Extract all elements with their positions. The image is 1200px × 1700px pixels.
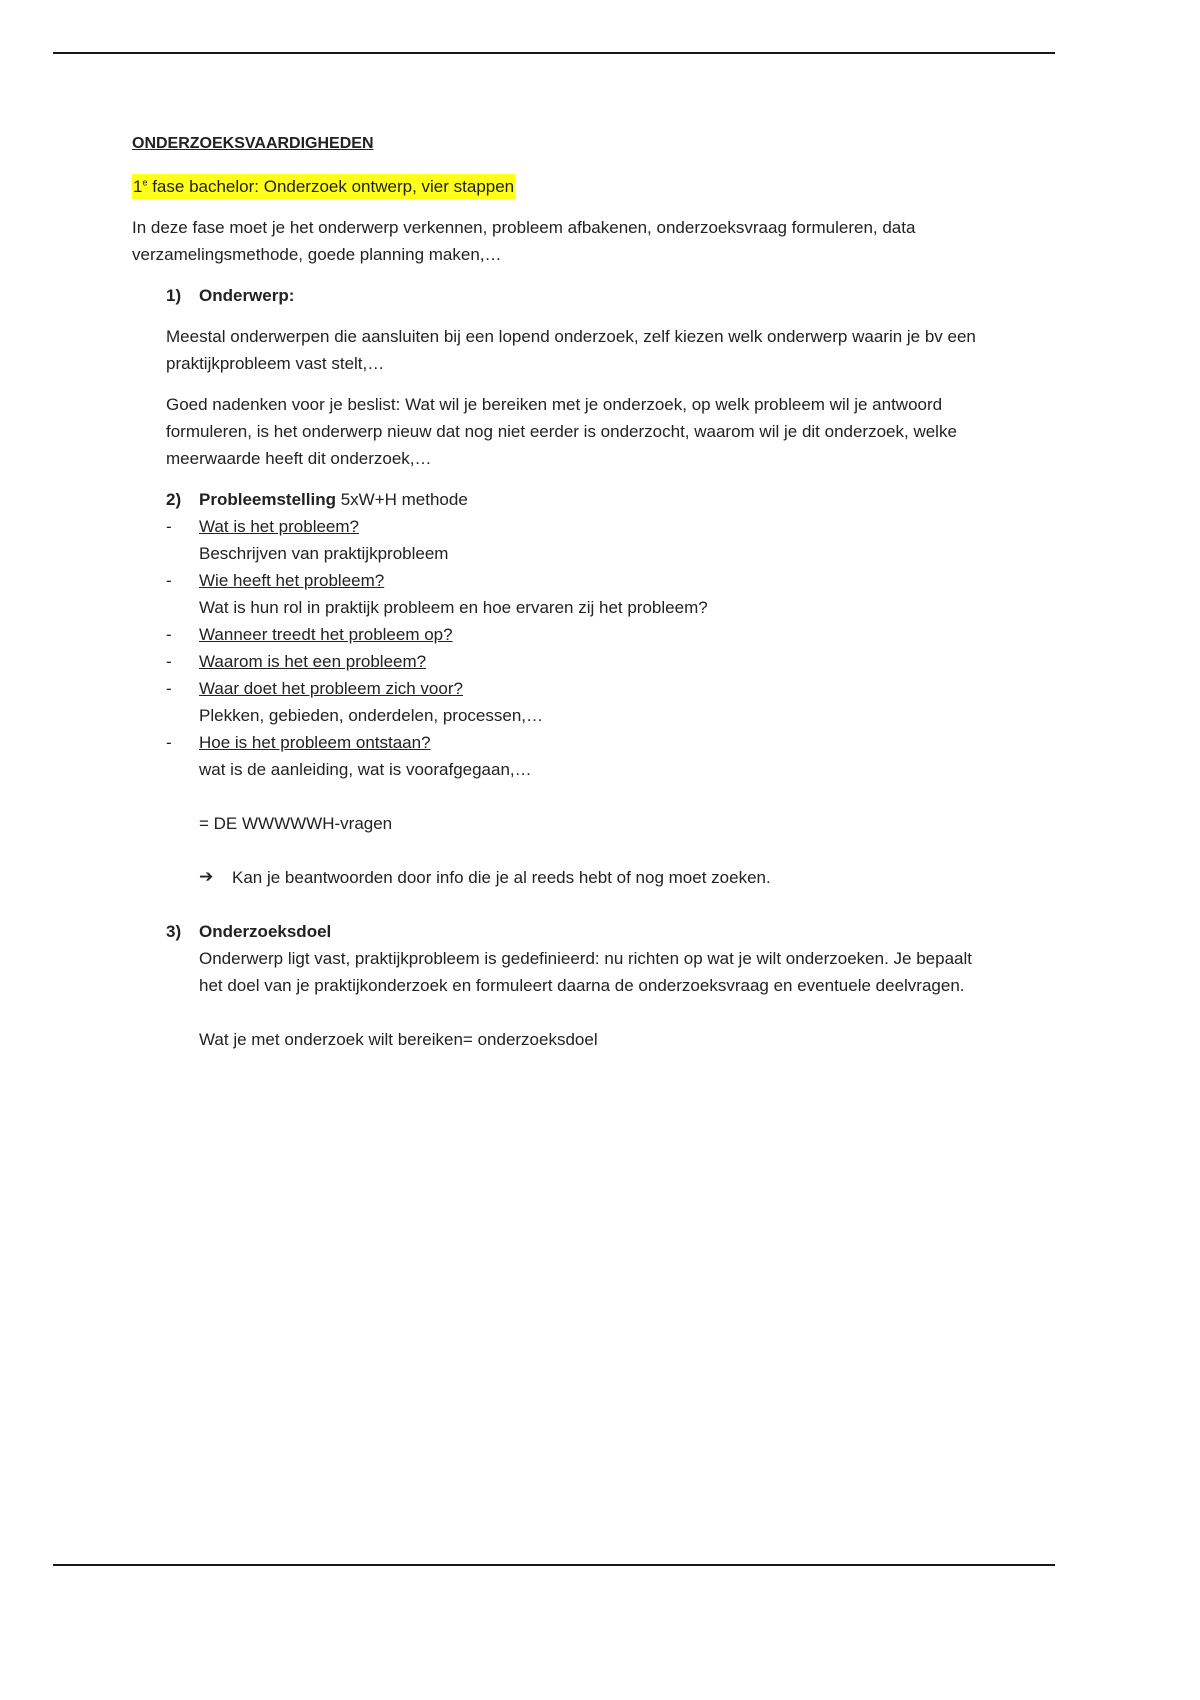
section-2-method: 5xW+H methode <box>335 490 468 509</box>
question-why: Waarom is het een probleem? <box>199 652 427 671</box>
phase-number: 1 <box>133 177 143 196</box>
header-rule <box>53 52 1055 54</box>
list-item <box>166 648 992 675</box>
intro-paragraph: In deze fase moet je het onderwerp verkennen, probleem afbakenen, onderzoeksvraag formuleren, data verzamelingsmethode, goede planning maken,… <box>132 218 916 264</box>
section-1-paragraph-2: Goed nadenken voor je beslist: Wat wil je bereiken met je onderzoek, op welk probleem wil je antwoord formuleren, is het onderwerp nieuw dat nog niet eerder is onderzocht, waarom wil je dit onderzoek, welke meerwaarde heeft dit onderzoek,… <box>166 395 957 468</box>
list-item <box>166 729 992 783</box>
arrow-note <box>199 864 992 891</box>
list-bullet: - <box>166 679 172 698</box>
list-item <box>166 513 992 567</box>
answer-where: Plekken, gebieden, onderdelen, processen,… <box>199 706 544 725</box>
list-bullet: - <box>166 733 172 752</box>
list-bullet: - <box>166 652 172 671</box>
list-item <box>166 675 992 729</box>
list-bullet: - <box>166 571 172 590</box>
section-1-heading <box>166 282 992 309</box>
section-1-number: 1) <box>166 286 182 305</box>
question-who: Wie heeft het probleem? <box>199 571 385 590</box>
section-1-title: Onderwerp: <box>199 286 295 305</box>
answer-who: Wat is hun rol in praktijk probleem en hoe ervaren zij het probleem? <box>199 598 708 617</box>
wwwwwh-summary: = DE WWWWWH-vragen <box>199 814 393 833</box>
phase-heading-text: fase bachelor: Onderzoek ontwerp, vier stappen <box>147 177 515 196</box>
list-bullet: - <box>166 625 172 644</box>
section-3-title: Onderzoeksdoel <box>199 922 332 941</box>
document-body <box>132 130 992 1053</box>
section-3-heading <box>166 918 992 945</box>
question-where: Waar doet het probleem zich voor? <box>199 679 463 698</box>
answer-how: wat is de aanleiding, wat is voorafgegaan,… <box>199 760 532 779</box>
question-what: Wat is het probleem? <box>199 517 359 536</box>
list-bullet: - <box>166 517 172 536</box>
answer-what: Beschrijven van praktijkprobleem <box>199 544 449 563</box>
section-3-number: 3) <box>166 922 182 941</box>
section-2-title: Probleemstelling <box>199 490 336 509</box>
question-when: Wanneer treedt het probleem op? <box>199 625 453 644</box>
document-title: ONDERZOEKSVAARDIGHEDEN <box>132 135 374 152</box>
arrow-right-icon: ➔ <box>199 867 214 887</box>
list-item <box>166 567 992 621</box>
section-1-paragraph-1: Meestal onderwerpen die aansluiten bij een lopend onderzoek, zelf kiezen welk onderwerp waarin je bv een praktijkprobleem vast stelt,… <box>166 327 976 373</box>
question-how: Hoe is het probleem ontstaan? <box>199 733 431 752</box>
highlighted-phase-heading <box>132 174 515 199</box>
section-3-paragraph-1: Onderwerp ligt vast, praktijkprobleem is gedefinieerd: nu richten op wat je wilt onderzoeken. Je bepaalt het doel van je praktijkonderzoek en formuleert daarna de onderzoeksvraag en eventuele deelvragen. <box>199 949 972 995</box>
phase-superscript: e <box>142 177 148 188</box>
phase-heading <box>132 173 992 200</box>
question-list <box>166 513 992 783</box>
section-2-heading <box>166 486 992 513</box>
list-item <box>166 621 992 648</box>
arrow-note-text: Kan je beantwoorden door info die je al reeds hebt of nog moet zoeken. <box>232 868 771 887</box>
section-2-number: 2) <box>166 490 182 509</box>
section-3-paragraph-2: Wat je met onderzoek wilt bereiken= onderzoeksdoel <box>199 1030 598 1049</box>
footer-rule <box>53 1564 1055 1566</box>
